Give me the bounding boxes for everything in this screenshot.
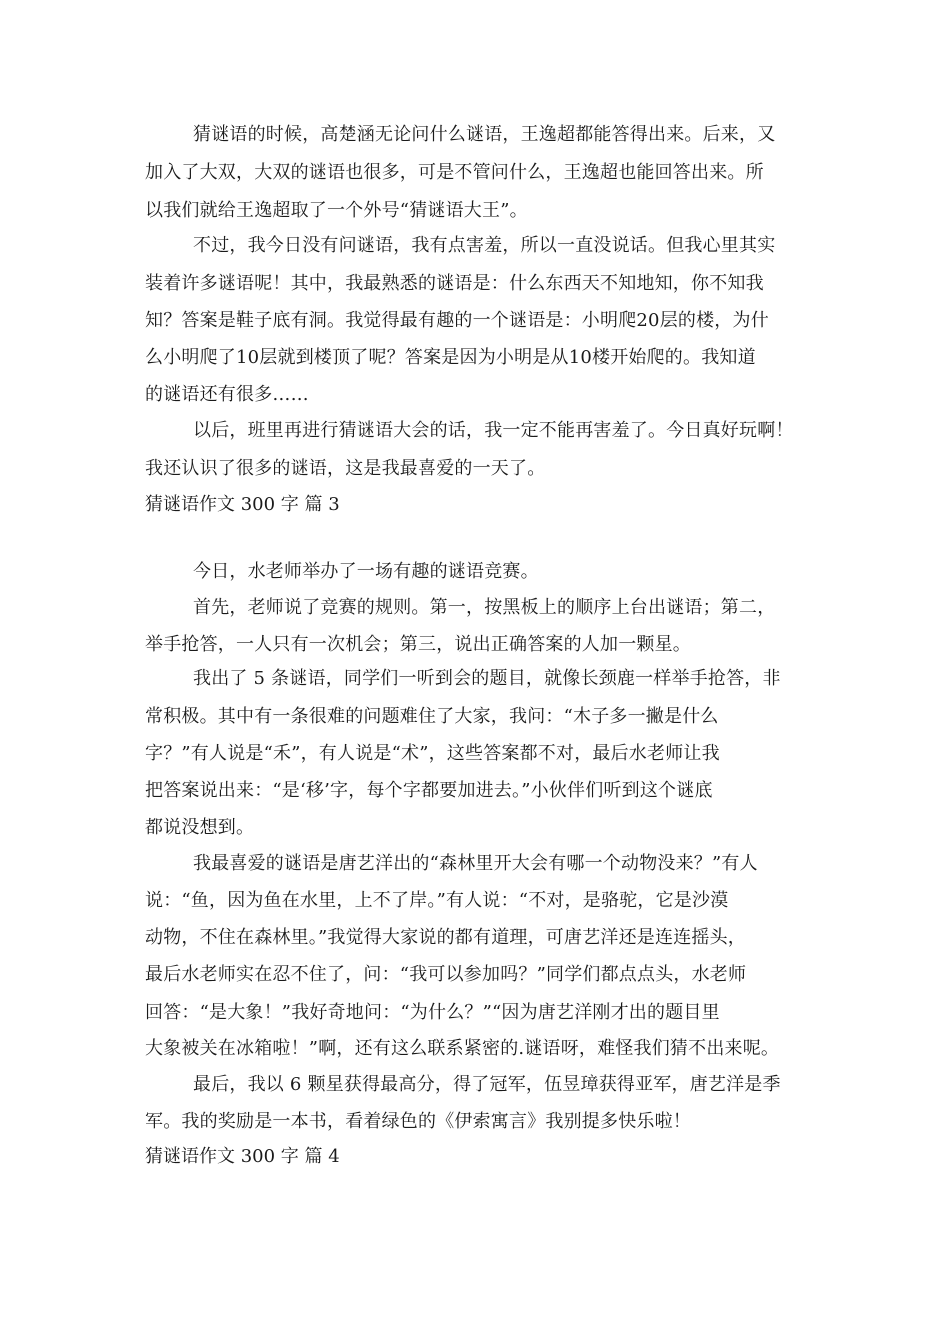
paragraph-line: 知？答案是鞋子底有洞。我觉得最有趣的一个谜语是：小明爬20层的楼，为什: [145, 310, 769, 331]
section-heading-3: 猜谜语作文 300 字 篇 3: [145, 494, 340, 515]
paragraph-line: 不过，我今日没有问谜语，我有点害羞，所以一直没说话。但我心里其实: [193, 235, 776, 256]
paragraph-line: 军。我的奖励是一本书，看着绿色的《伊索寓言》我别提多快乐啦！: [145, 1111, 691, 1132]
paragraph-line: 装着许多谜语呢！其中，我最熟悉的谜语是：什么东西天不知地知，你不知我: [145, 273, 764, 294]
paragraph-line: 都说没想到。: [145, 817, 255, 838]
paragraph-line: 动物，不住在森林里。”我觉得大家说的都有道理，可唐艺洋还是连连摇头，: [145, 927, 746, 948]
paragraph-line: 以后，班里再进行猜谜语大会的话，我一定不能再害羞了。今日真好玩啊！: [193, 420, 794, 441]
paragraph-line: 我出了 5 条谜语，同学们一听到会的题目，就像长颈鹿一样举手抢答，非: [193, 668, 781, 689]
paragraph-line: 猜谜语的时候，高楚涵无论问什么谜语，王逸超都能答得出来。后来，又: [193, 124, 776, 145]
paragraph-line: 把答案说出来：“是‘移’字，每个字都要加进去。”小伙伴们听到这个谜底: [145, 780, 713, 801]
section-heading-4: 猜谜语作文 300 字 篇 4: [145, 1146, 340, 1167]
paragraph-line: 加入了大双，大双的谜语也很多，可是不管问什么，王逸超也能回答出来。所: [145, 162, 764, 183]
paragraph-line: 字？”有人说是“禾”，有人说是“术”，这些答案都不对，最后水老师让我: [145, 743, 720, 764]
paragraph-line: 我最喜爱的谜语是唐艺洋出的“森林里开大会有哪一个动物没来？”有人: [193, 853, 758, 874]
paragraph-line: 回答：“是大象！”我好奇地问：“为什么？”“因为唐艺洋刚才出的题目里: [145, 1002, 720, 1023]
paragraph-line: 我还认识了很多的谜语，这是我最喜爱的一天了。: [145, 458, 546, 479]
paragraph-line: 大象被关在冰箱啦！”啊，还有这么联系紧密的.谜语呀，难怪我们猜不出来呢。: [145, 1038, 780, 1059]
paragraph-line: 以我们就给王逸超取了一个外号“猜谜语大王”。: [145, 200, 528, 221]
paragraph-line: 说：“鱼，因为鱼在水里，上不了岸。”有人说：“不对，是骆驼，它是沙漠: [145, 890, 729, 911]
paragraph-line: 么小明爬了10层就到楼顶了呢？答案是因为小明是从10楼开始爬的。我知道: [145, 347, 756, 368]
paragraph-line: 举手抢答，一人只有一次机会；第三，说出正确答案的人加一颗星。: [145, 634, 691, 655]
paragraph-line: 的谜语还有很多……: [145, 384, 309, 405]
paragraph-line: 今日，水老师举办了一场有趣的谜语竞赛。: [193, 561, 539, 582]
paragraph-line: 首先，老师说了竞赛的规则。第一，按黑板上的顺序上台出谜语；第二，: [193, 597, 776, 618]
paragraph-line: 常积极。其中有一条很难的问题难住了大家，我问：“木子多一撇是什么: [145, 706, 719, 727]
paragraph-line: 最后，我以 6 颗星获得最高分，得了冠军，伍昱璋获得亚军，唐艺洋是季: [193, 1074, 781, 1095]
paragraph-line: 最后水老师实在忍不住了，问：“我可以参加吗？”同学们都点点头，水老师: [145, 964, 747, 985]
